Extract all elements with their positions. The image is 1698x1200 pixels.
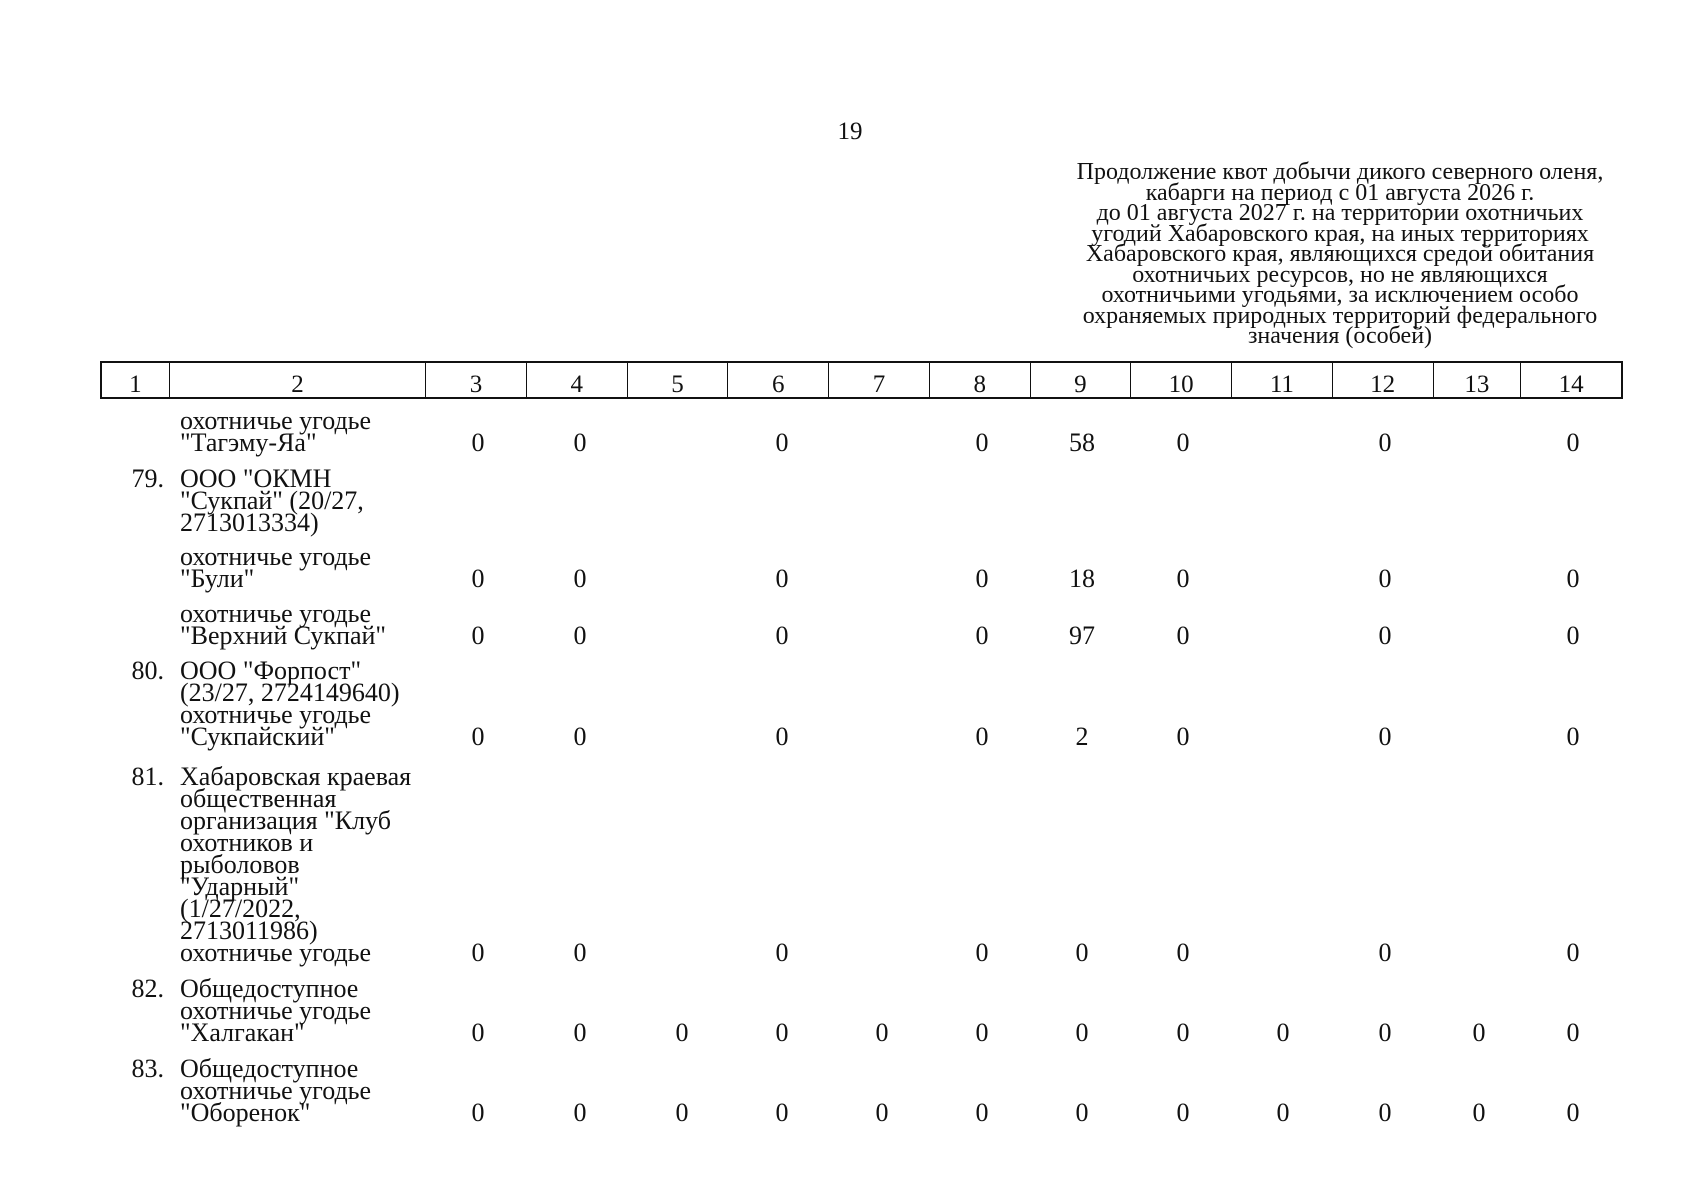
name-line: Общедоступное bbox=[180, 974, 359, 1003]
name-line: Общедоступное bbox=[180, 1054, 359, 1083]
quota-value-col-3: 0 bbox=[471, 564, 485, 593]
quota-value-col-12: 0 bbox=[1378, 428, 1392, 457]
name-line: "Сукпай" (20/27, bbox=[180, 486, 364, 515]
quota-value-col-10: 0 bbox=[1176, 428, 1190, 457]
quota-value-col-4: 0 bbox=[573, 722, 587, 751]
caption-line: охотничьих ресурсов, но не являющихся bbox=[1132, 261, 1548, 288]
quota-value-col-14: 0 bbox=[1566, 564, 1580, 593]
quota-value-col-8: 0 bbox=[975, 1018, 989, 1047]
caption-line: кабарги на период с 01 августа 2026 г. bbox=[1145, 179, 1535, 206]
name-line: рыболовов bbox=[180, 850, 300, 879]
caption-line: угодий Хабаровского края, на иных территориях bbox=[1091, 220, 1589, 247]
quota-value-col-14: 0 bbox=[1566, 1018, 1580, 1047]
column-header-cell: 1 bbox=[102, 363, 170, 397]
column-header-cell: 10 bbox=[1131, 363, 1232, 397]
name-line: (23/27, 2724149640) bbox=[180, 678, 400, 707]
quota-value-col-12: 0 bbox=[1378, 1018, 1392, 1047]
quota-value-col-11: 0 bbox=[1276, 1018, 1290, 1047]
name-line: ООО "ОКМН bbox=[180, 464, 332, 493]
quota-values bbox=[0, 938, 1698, 967]
name-line: общественная bbox=[180, 784, 337, 813]
name-line: "Тагэму-Яа" bbox=[180, 428, 317, 457]
quota-value-col-11: 0 bbox=[1276, 1098, 1290, 1127]
quota-value-col-4: 0 bbox=[573, 428, 587, 457]
quota-value-col-12: 0 bbox=[1378, 938, 1392, 967]
caption-line: до 01 августа 2027 г. на территории охотничьих bbox=[1096, 200, 1584, 226]
table-caption bbox=[1060, 159, 1620, 349]
quota-value-col-4: 0 bbox=[573, 1098, 587, 1127]
quota-value-col-9: 58 bbox=[1069, 428, 1095, 457]
row-number: 80. bbox=[131, 656, 164, 685]
quota-value-col-9: 18 bbox=[1069, 564, 1095, 593]
caption-line: Продолжение квот добычи дикого северного оленя, bbox=[1076, 159, 1604, 185]
quota-value-col-10: 0 bbox=[1176, 938, 1190, 967]
quota-value-col-6: 0 bbox=[775, 1018, 789, 1047]
name-line: "Оборенок" bbox=[180, 1098, 311, 1127]
quota-value-col-12: 0 bbox=[1378, 722, 1392, 751]
name-line: охотничье угодье bbox=[180, 599, 372, 628]
quota-value-col-3: 0 bbox=[471, 1098, 485, 1127]
quota-value-col-14: 0 bbox=[1566, 1098, 1580, 1127]
row-number: 79. bbox=[131, 464, 164, 493]
quota-value-col-10: 0 bbox=[1176, 722, 1190, 751]
quota-values bbox=[0, 428, 1698, 457]
column-header-cell: 2 bbox=[170, 363, 426, 397]
quota-values bbox=[0, 464, 1698, 493]
quota-value-col-5: 0 bbox=[675, 1098, 689, 1127]
quota-values bbox=[0, 1098, 1698, 1127]
name-line: охотников и bbox=[180, 828, 314, 857]
quota-value-col-6: 0 bbox=[775, 722, 789, 751]
name-line: "Верхний Сукпай" bbox=[180, 621, 387, 650]
name-line: "Були" bbox=[180, 564, 255, 593]
quota-value-col-14: 0 bbox=[1566, 621, 1580, 650]
name-line: (1/27/2022, bbox=[180, 894, 301, 923]
quota-value-col-9: 0 bbox=[1075, 1018, 1089, 1047]
quota-value-col-4: 0 bbox=[573, 938, 587, 967]
quota-value-col-6: 0 bbox=[775, 621, 789, 650]
column-header-cell: 13 bbox=[1434, 363, 1522, 397]
quota-value-col-4: 0 bbox=[573, 564, 587, 593]
quota-value-col-13: 0 bbox=[1472, 1098, 1486, 1127]
column-header-cell: 11 bbox=[1232, 363, 1333, 397]
column-header-cell: 14 bbox=[1558, 371, 1584, 398]
quota-value-col-8: 0 bbox=[975, 1098, 989, 1127]
quota-value-col-14: 0 bbox=[1566, 428, 1580, 457]
name-line: ООО "Форпост" bbox=[180, 656, 362, 685]
quota-value-col-10: 0 bbox=[1176, 564, 1190, 593]
row-number: 83. bbox=[131, 1054, 164, 1083]
quota-value-col-8: 0 bbox=[975, 938, 989, 967]
quota-value-col-8: 0 bbox=[975, 564, 989, 593]
quota-value-col-3: 0 bbox=[471, 1018, 485, 1047]
quota-value-col-9: 97 bbox=[1069, 621, 1095, 650]
quota-values bbox=[0, 564, 1698, 593]
quota-value-col-8: 0 bbox=[975, 428, 989, 457]
row-number: 81. bbox=[131, 762, 164, 791]
caption-line: значения (особей) bbox=[1247, 323, 1433, 349]
quota-value-col-14: 0 bbox=[1566, 722, 1580, 751]
name-line: 2713011986) bbox=[180, 916, 318, 945]
name-line: охотничье угодье bbox=[180, 1076, 372, 1105]
caption-line: Хабаровского края, являющихся средой обитания bbox=[1085, 241, 1595, 267]
quota-value-col-3: 0 bbox=[471, 621, 485, 650]
quota-value-col-10: 0 bbox=[1176, 1098, 1190, 1127]
name-line: охотничье угодье bbox=[180, 700, 372, 729]
name-line: Хабаровская краевая bbox=[180, 762, 412, 791]
quota-value-col-10: 0 bbox=[1176, 621, 1190, 650]
quota-values bbox=[0, 1018, 1698, 1047]
quota-value-col-7: 0 bbox=[875, 1018, 889, 1047]
quota-value-col-12: 0 bbox=[1378, 1098, 1392, 1127]
quota-value-col-4: 0 bbox=[573, 1018, 587, 1047]
quota-value-col-6: 0 bbox=[775, 564, 789, 593]
quota-value-col-3: 0 bbox=[471, 428, 485, 457]
name-line: "Сукпайский" bbox=[180, 722, 335, 751]
name-line: охотничье угодье bbox=[180, 406, 372, 435]
caption-line: охраняемых природных территорий федерального bbox=[1082, 302, 1598, 329]
quota-value-col-12: 0 bbox=[1378, 564, 1392, 593]
quota-value-col-8: 0 bbox=[975, 621, 989, 650]
name-line: охотничье угодье bbox=[180, 542, 372, 571]
column-header-cell: 7 bbox=[829, 363, 930, 397]
quota-value-col-9: 0 bbox=[1075, 938, 1089, 967]
quota-value-col-5: 0 bbox=[675, 1018, 689, 1047]
column-header-cell: 6 bbox=[728, 363, 829, 397]
quota-values bbox=[0, 621, 1698, 650]
quota-value-col-3: 0 bbox=[471, 938, 485, 967]
quota-value-col-14: 0 bbox=[1566, 938, 1580, 967]
column-header-cell: 12 bbox=[1333, 363, 1434, 397]
column-header-cell: 9 bbox=[1031, 363, 1132, 397]
quota-value-col-8: 0 bbox=[975, 722, 989, 751]
quota-values bbox=[0, 722, 1698, 751]
column-header-cell: 5 bbox=[628, 363, 729, 397]
quota-value-col-6: 0 bbox=[775, 938, 789, 967]
name-line: "Халгакан" bbox=[180, 1018, 305, 1047]
quota-value-col-3: 0 bbox=[471, 722, 485, 751]
column-header-cell: 8 bbox=[930, 363, 1031, 397]
quota-value-col-4: 0 bbox=[573, 621, 587, 650]
name-line: охотничье угодье bbox=[180, 938, 372, 967]
column-header-cell: 3 bbox=[426, 363, 527, 397]
quota-value-col-12: 0 bbox=[1378, 621, 1392, 650]
quota-value-col-10: 0 bbox=[1176, 1018, 1190, 1047]
quota-value-col-9: 0 bbox=[1075, 1098, 1089, 1127]
column-number-header bbox=[100, 361, 1623, 399]
quota-value-col-6: 0 bbox=[775, 1098, 789, 1127]
name-line: организация "Клуб bbox=[180, 806, 391, 835]
name-line: 2713013334) bbox=[180, 508, 319, 537]
quota-value-col-7: 0 bbox=[875, 1098, 889, 1127]
name-line: "Ударный" bbox=[180, 872, 300, 901]
name-line: охотничье угодье bbox=[180, 996, 372, 1025]
column-header-cell: 4 bbox=[527, 363, 628, 397]
quota-value-col-9: 2 bbox=[1075, 722, 1089, 751]
page-number: 19 bbox=[837, 118, 863, 145]
row-number: 82. bbox=[131, 974, 164, 1003]
caption-line: охотничьими угодьями, за исключением особо bbox=[1101, 282, 1579, 308]
hunting-ground-name bbox=[180, 762, 430, 967]
quota-value-col-6: 0 bbox=[775, 428, 789, 457]
quota-value-col-13: 0 bbox=[1472, 1018, 1486, 1047]
